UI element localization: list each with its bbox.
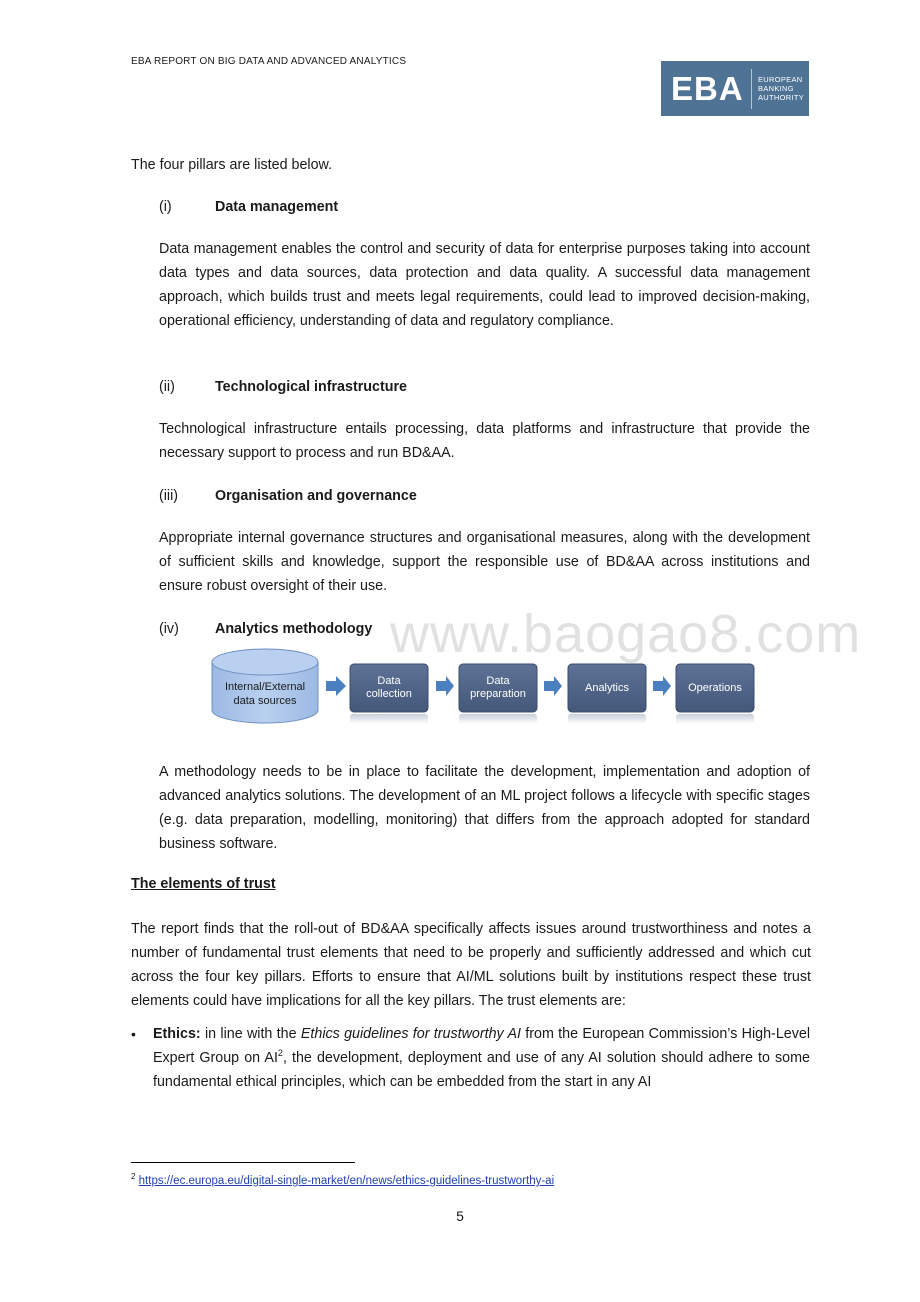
pillar-text-1: Data management enables the control and security of data for enterprise purposes taking into account data types and data sources, data protection and data quality. A successful data management approach, which builds trust and meets legal requirements, could lead to improved decision-making, operational efficiency, understanding of data and regulatory compliance. [159, 241, 810, 329]
pillar-heading-2: (ii) Technological infrastructure [159, 379, 407, 395]
analytics-flow-diagram [210, 648, 770, 730]
page-number: 5 [456, 1208, 464, 1224]
flow-arrow-icon [436, 676, 454, 696]
footnote-link[interactable]: https://ec.europa.eu/digital-single-market/en/news/ethics-guidelines-trustworthy-ai [138, 1175, 555, 1187]
flow-arrow-icon [653, 676, 671, 696]
trust-paragraph: The report finds that the roll-out of BD&AA specifically affects issues around trustworthiness and notes a number of fundamental trust elements that need to be properly and sufficiently addressed and which cut across the four key pillars. Efforts to ensure that AI/ML solutions built by institutions respect these trust elements could have implications for all the key pillars. The trust elements are: [131, 921, 811, 1009]
source-label-line2: data sources [233, 695, 297, 707]
intro-paragraph: The four pillars are listed below. [131, 157, 333, 173]
pillar-heading-3: (iii) Organisation and governance [159, 488, 417, 504]
pillar-text-4: A methodology needs to be in place to facilitate the development, implementation and adoption of advanced analytics solutions. The development of an ML project follows a lifecycle with specific stages (e.g. data preparation, modelling, monitoring) that differs from the approach adopted for standard business software. [159, 764, 810, 852]
logo-name: EUROPEAN BANKING AUTHORITY [758, 75, 805, 102]
step1-line2: collection [366, 688, 412, 700]
flow-arrow-icon [326, 676, 346, 696]
logo-letters: EBA [671, 69, 744, 107]
data-source-cylinder [212, 649, 318, 723]
footnote-separator [131, 1162, 355, 1163]
step-data-collection [350, 664, 428, 724]
pillar-text-2: Technological infrastructure entails processing, data platforms and infrastructure that provide the necessary support to process and run BD&AA. [159, 421, 810, 461]
step-operations [676, 664, 754, 724]
footnote [131, 1172, 555, 1187]
pillar-text-3: Appropriate internal governance structures and organisational measures, along with the development of sufficient skills and knowledge, support the responsible use of BD&AA across institutions and ensure robust oversight of their use. [159, 530, 810, 594]
step-data-preparation [459, 664, 537, 724]
footnote-number: 2 [131, 1172, 136, 1182]
ethics-bullet: Ethics: in line with the Ethics guidelines for trustworthy AI from the European Commission’s High-Level Expert Group on $AI^2$, the development, deployment and use of any AI solution should adhere to some fundamental ethical principles, which can be embedded from the start in any AI [153, 1026, 810, 1090]
step-analytics [568, 664, 646, 724]
step1-line1: Data [377, 675, 401, 687]
eba-logo [661, 61, 809, 116]
logo-divider [751, 69, 752, 109]
pillar-heading-1: (i) Data management [159, 199, 339, 215]
flow-arrow-icon [544, 676, 562, 696]
section-heading-trust: The elements of trust [131, 876, 276, 892]
step2-line2: preparation [470, 688, 526, 700]
source-label-line1: Internal/External [224, 681, 306, 693]
step4-label: Operations [688, 682, 742, 694]
bullet-icon: • [131, 1026, 136, 1042]
step3-label: Analytics [584, 682, 630, 694]
watermark: www.baogao8.com [390, 604, 862, 664]
step2-line1: Data [486, 675, 510, 687]
pillar-heading-4: (iv) Analytics methodology [159, 621, 373, 637]
running-header: EBA REPORT ON BIG DATA AND ADVANCED ANALYTICS [131, 56, 407, 67]
